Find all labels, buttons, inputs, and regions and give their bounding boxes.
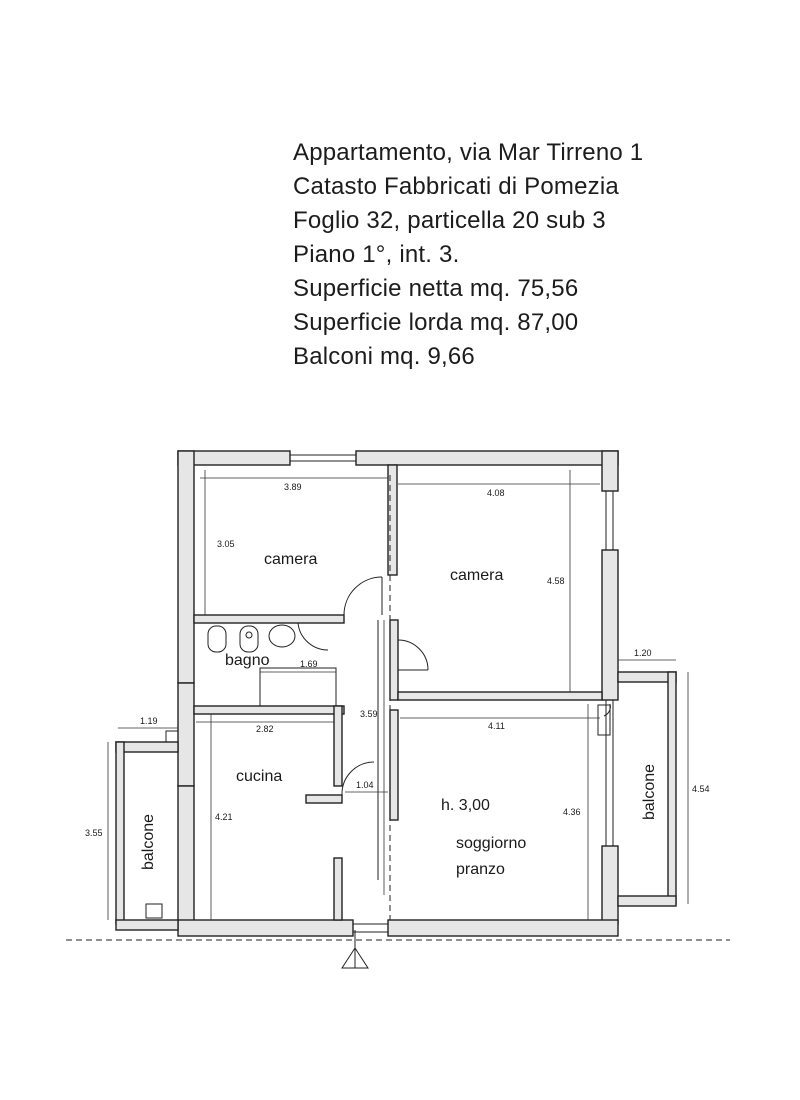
balcone-left-rail-bottom [116,920,178,930]
room-label-soggiorno: soggiorno [456,835,527,852]
bathtub-icon [260,668,336,706]
room-label-cucina: cucina [236,768,283,785]
dim-soggiorno-height: 4.36 [563,807,581,817]
dim-soggiorno-width: 4.11 [488,721,505,731]
dim-balcone-left-height: 3.55 [85,828,103,838]
caption-floor: Piano 1°, int. 3. [293,241,460,268]
caption-net-area: Superficie netta mq. 75,56 [293,275,579,302]
caption-balcony-area: Balconi mq. 9,66 [293,343,475,370]
door-camera1 [344,577,382,615]
door-bagno [298,623,328,650]
wall-left-window [178,683,194,786]
dim-camera2-width: 4.08 [487,488,505,498]
dim-bagno-width: 1.69 [300,659,318,669]
wall-top-right [356,451,618,465]
dim-corridor-width: 1.04 [356,780,374,790]
wall-right-mid [602,550,618,700]
dim-balcone-left-width: 1.19 [140,716,158,726]
wall-cucina-stub [306,795,342,803]
wall-left-lower [178,786,194,924]
walls [178,451,618,936]
balcone-right-rail-side [668,672,676,904]
room-label-balcone-left: balcone [140,813,157,870]
wall-camera2-south [398,692,602,700]
room-label-camera-1: camera [264,551,318,568]
wall-bagno-south [194,706,344,714]
wall-camera1-south [194,615,344,623]
caption-address: Appartamento, via Mar Tirreno 1 [293,139,644,166]
wall-right-bottom [602,846,618,924]
caption-gross-area: Superficie lorda mq. 87,00 [293,309,579,336]
room-label-balcone-right: balcone [641,763,658,820]
doors [166,577,610,795]
wall-right-top [602,451,618,491]
room-label-camera-2: camera [450,567,504,584]
wall-cucina-east-lower [334,858,342,920]
caption-parcel: Foglio 32, particella 20 sub 3 [293,207,606,234]
room-height-label: h. 3,00 [441,797,490,814]
room-label-bagno: bagno [225,652,270,669]
balcone-right-rail-top [618,672,676,682]
door-camera2 [398,640,428,670]
balcone-left-rail-side [116,742,124,924]
dim-corridor-length: 3.59 [360,709,378,719]
dim-cucina-height: 4.21 [215,812,233,822]
dim-balcone-right-width: 1.20 [634,648,652,658]
dim-camera1-height: 3.05 [217,539,235,549]
room-label-pranzo: pranzo [456,861,505,878]
balcone-left-rail-top [116,742,178,752]
wall-bottom-right [388,920,618,936]
caption-cadastre: Catasto Fabbricati di Pomezia [293,173,619,200]
bidet-icon [240,626,258,652]
dim-balcone-right-height: 4.54 [692,784,710,794]
wall-left-upper [178,451,194,683]
balcone-right-rail-bottom [618,896,676,906]
wall-top-left [178,451,290,465]
wall-bottom-left [178,920,353,936]
wall-corridor-east [390,620,398,700]
dim-cucina-width: 2.82 [256,724,274,734]
sink-icon [269,625,295,647]
wall-cucina-east [334,706,342,786]
dim-camera2-height: 4.58 [547,576,565,586]
wall-soggiorno-west [390,710,398,820]
door-cucina [342,762,374,795]
toilet-icon [208,626,226,652]
dim-camera1-width: 3.89 [284,482,302,492]
wall-camera1-east [388,465,397,575]
door-balcone-right [598,705,610,735]
